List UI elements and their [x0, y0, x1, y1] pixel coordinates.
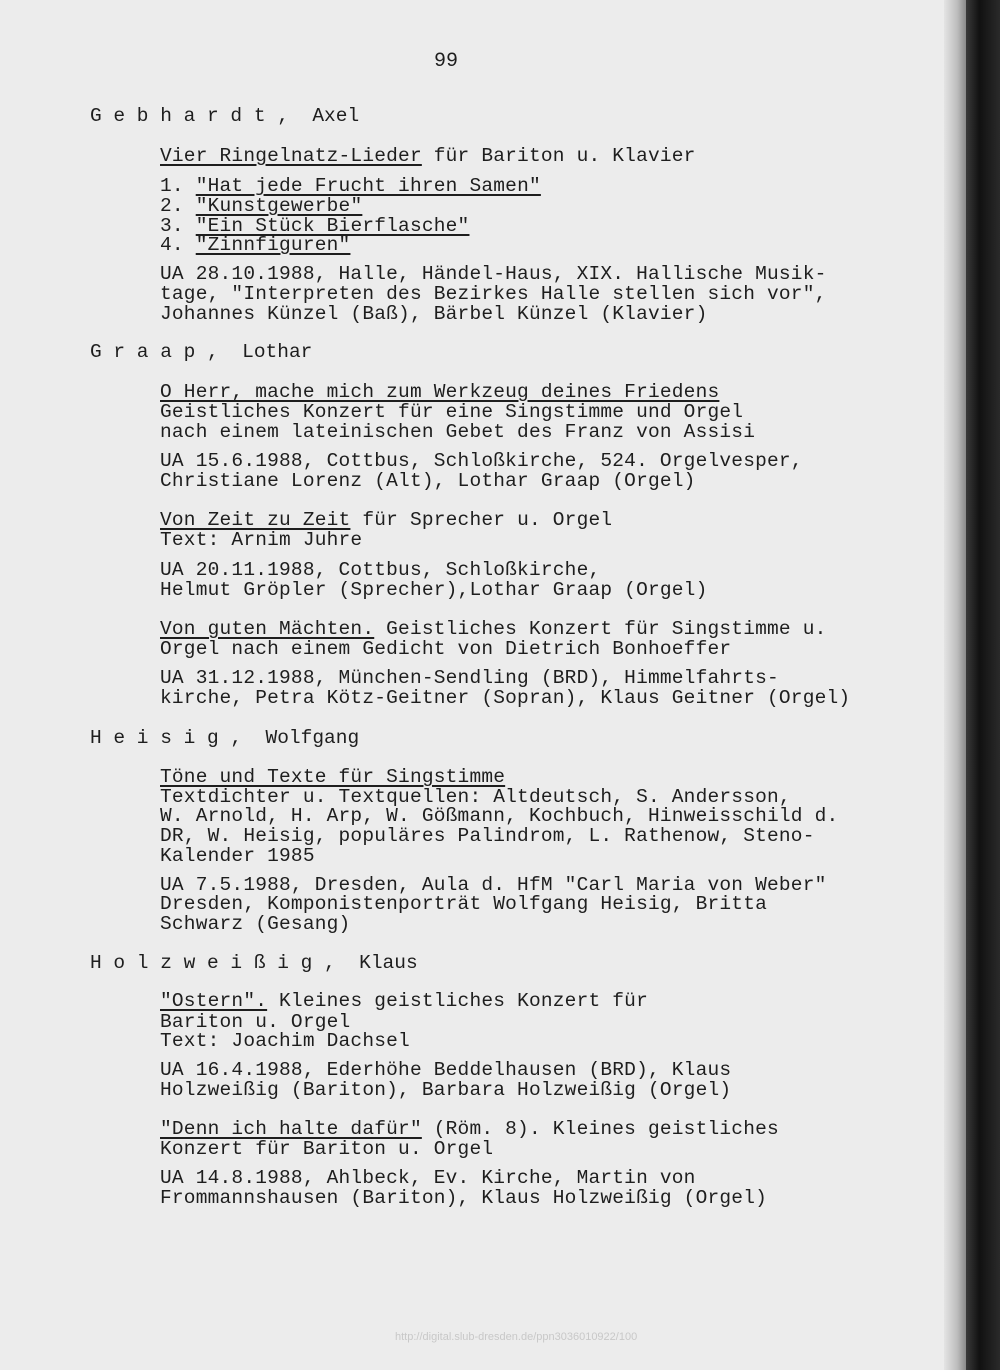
composer-surname: G e b h a r d t , [90, 105, 289, 127]
source-url-watermark: http://digital.slub-dresden.de/ppn3036010922/100 [395, 1331, 638, 1343]
premiere-line: UA 14.8.1988, Ahlbeck, Ev. Kirche, Martin von [160, 1167, 696, 1189]
work-description: Geistliches Konzert für eine Singstimme und Orgel [160, 401, 744, 423]
work-title-line [160, 1118, 779, 1140]
composer-heading [90, 952, 418, 974]
composer-surname: G r a a p , [90, 341, 219, 363]
book-binding [966, 0, 1000, 1370]
premiere-line: Johannes Künzel (Baß), Bärbel Künzel (Klavier) [160, 303, 708, 325]
song-number: 4. [160, 234, 196, 256]
work-title: Von Zeit zu Zeit [160, 509, 351, 531]
work-title: "Denn ich halte dafür" [160, 1118, 422, 1140]
work-title: Vier Ringelnatz-Lieder [160, 145, 422, 167]
premiere-line: kirche, Petra Kötz-Geitner (Sopran), Klaus Geitner (Orgel) [160, 687, 851, 709]
work-title-rest: (Röm. 8). Kleines geistliches [421, 1118, 779, 1140]
song-number: 1. [160, 175, 196, 197]
premiere-line: UA 16.4.1988, Ederhöhe Beddelhausen (BRD), Klaus [160, 1059, 732, 1081]
work-title-line [160, 766, 505, 788]
work-title-line [160, 618, 827, 640]
composer-surname: H e i s i g , [90, 727, 243, 749]
work-title-rest: für Bariton u. Klavier [421, 145, 696, 167]
premiere-line: Schwarz (Gesang) [160, 913, 351, 935]
song-number: 3. [160, 215, 196, 237]
work-title-line [160, 990, 648, 1012]
work-description: Textdichter u. Textquellen: Altdeutsch, S. Andersson, [160, 786, 791, 808]
work-description: Bariton u. Orgel [160, 1011, 351, 1033]
premiere-line: tage, "Interpreten des Bezirkes Halle stellen sich vor", [160, 283, 827, 305]
song-item [160, 195, 362, 217]
premiere-line: UA 31.12.1988, München-Sendling (BRD), Himmelfahrts- [160, 667, 779, 689]
work-description: Kalender 1985 [160, 845, 315, 867]
composer-firstname: Klaus [359, 952, 418, 974]
composer-firstname: Wolfgang [265, 727, 360, 749]
work-title-line [160, 509, 612, 531]
song-item [160, 234, 350, 256]
work-description: DR, W. Heisig, populäres Palindrom, L. Rathenow, Steno- [160, 825, 815, 847]
work-description: nach einem lateinischen Gebet des Franz von Assisi [160, 421, 756, 443]
work-description: W. Arnold, H. Arp, W. Gößmann, Kochbuch, Hinweisschild d. [160, 805, 839, 827]
work-description: Text: Arnim Juhre [160, 529, 363, 551]
page-edge [944, 0, 966, 1370]
work-title-rest: Kleines geistliches Konzert für [267, 990, 648, 1012]
work-title-rest: Geistliches Konzert für Singstimme u. [374, 618, 827, 640]
premiere-line: Helmut Gröpler (Sprecher),Lothar Graap (Orgel) [160, 579, 708, 601]
work-title: O Herr, mache mich zum Werkzeug deines Friedens [160, 381, 720, 403]
song-number: 2. [160, 195, 196, 217]
composer-surname: H o l z w e i ß i g , [90, 952, 336, 974]
song-title: "Ein Stück Bierflasche" [195, 215, 470, 237]
work-title: "Ostern". [160, 990, 268, 1012]
composer-heading [90, 105, 359, 127]
song-title: "Kunstgewerbe" [195, 195, 363, 217]
premiere-line: UA 15.6.1988, Cottbus, Schloßkirche, 524. Orgelvesper, [160, 450, 803, 472]
work-title-line [160, 381, 719, 403]
premiere-line: Christiane Lorenz (Alt), Lothar Graap (Orgel) [160, 470, 696, 492]
premiere-line: UA 28.10.1988, Halle, Händel-Haus, XIX. Hallische Musik- [160, 263, 827, 285]
composer-heading [90, 341, 312, 363]
work-title: Töne und Texte für Singstimme [160, 766, 506, 788]
premiere-line: Holzweißig (Bariton), Barbara Holzweißig (Orgel) [160, 1079, 732, 1101]
song-title: "Hat jede Frucht ihren Samen" [195, 175, 541, 197]
work-title: Von guten Mächten. [160, 618, 375, 640]
composer-firstname: Lothar [242, 341, 313, 363]
song-item [160, 175, 541, 197]
premiere-line: UA 7.5.1988, Dresden, Aula d. HfM "Carl Maria von Weber" [160, 874, 827, 896]
composer-heading [90, 727, 359, 749]
premiere-line: Dresden, Komponistenporträt Wolfgang Heisig, Britta [160, 893, 767, 915]
page-number: 99 [434, 50, 459, 73]
work-title-line [160, 145, 696, 167]
work-description: Konzert für Bariton u. Orgel [160, 1138, 494, 1160]
work-title-rest: für Sprecher u. Orgel [350, 509, 613, 531]
composer-firstname: Axel [312, 105, 360, 127]
premiere-line: UA 20.11.1988, Cottbus, Schloßkirche, [160, 559, 601, 581]
song-title: "Zinnfiguren" [195, 234, 351, 256]
work-description: Orgel nach einem Gedicht von Dietrich Bonhoeffer [160, 638, 732, 660]
work-description: Text: Joachim Dachsel [160, 1030, 410, 1052]
premiere-line: Frommannshausen (Bariton), Klaus Holzweißig (Orgel) [160, 1187, 767, 1209]
